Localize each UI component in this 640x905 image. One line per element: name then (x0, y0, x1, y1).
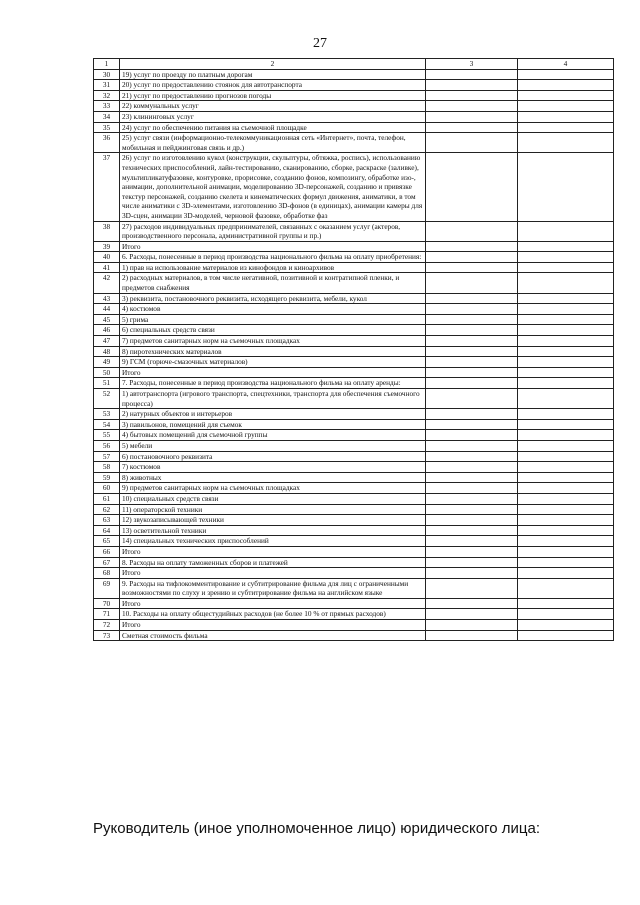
row-description: 6) постановочного реквизита (120, 451, 426, 462)
row-value-col3 (426, 409, 518, 420)
row-description: Итого (120, 598, 426, 609)
row-value-col4 (518, 133, 614, 153)
row-description: 20) услуг по предоставлению стоянок для автотранспорта (120, 80, 426, 91)
row-number: 67 (94, 557, 120, 568)
row-number: 72 (94, 620, 120, 631)
row-value-col4 (518, 419, 614, 430)
row-value-col4 (518, 472, 614, 483)
table-row (94, 620, 614, 631)
table-row (94, 430, 614, 441)
row-description: Итого (120, 367, 426, 378)
row-description: 3) павильонов, помещений для съемок (120, 419, 426, 430)
row-value-col4 (518, 568, 614, 579)
row-number: 30 (94, 69, 120, 80)
row-number: 70 (94, 598, 120, 609)
row-description: 6. Расходы, понесенные в период производства национального фильма на оплату приобретения: (120, 252, 426, 263)
row-value-col4 (518, 389, 614, 409)
row-value-col3 (426, 221, 518, 241)
table-row (94, 325, 614, 336)
table-row (94, 378, 614, 389)
row-value-col3 (426, 80, 518, 91)
table-row (94, 314, 614, 325)
table-row (94, 293, 614, 304)
row-description: 3) реквизита, постановочного реквизита, исходящего реквизита, мебели, кукол (120, 293, 426, 304)
table-row (94, 367, 614, 378)
table-row (94, 304, 614, 315)
row-number: 51 (94, 378, 120, 389)
table-row (94, 122, 614, 133)
table-row (94, 546, 614, 557)
row-value-col3 (426, 630, 518, 641)
row-description: 14) специальных технических приспособлений (120, 536, 426, 547)
row-value-col3 (426, 101, 518, 112)
row-description: 5) мебели (120, 440, 426, 451)
row-number: 34 (94, 111, 120, 122)
row-value-col4 (518, 273, 614, 293)
row-number: 33 (94, 101, 120, 112)
row-description: 7. Расходы, понесенные в период производства национального фильма на оплату аренды: (120, 378, 426, 389)
row-value-col4 (518, 462, 614, 473)
row-description: 2) расходных материалов, в том числе негативной, позитивной и контратипной пленки, и предметов снабжения (120, 273, 426, 293)
table-row (94, 241, 614, 252)
row-number: 31 (94, 80, 120, 91)
column-header-4: 4 (518, 59, 614, 70)
row-value-col4 (518, 451, 614, 462)
table-row (94, 578, 614, 598)
row-value-col3 (426, 122, 518, 133)
budget-table (93, 58, 614, 641)
row-description: 9. Расходы на тифлокомментирование и субтитрирование фильма для лиц с ограниченными возможностями по слуху и зрению и субтитрирование фильма на английском языке (120, 578, 426, 598)
row-description: 6) специальных средств связи (120, 325, 426, 336)
row-number: 32 (94, 90, 120, 101)
row-value-col3 (426, 293, 518, 304)
row-description: 1) автотранспорта (игрового транспорта, спецтехники, транспорта для обеспечения съемочного процесса) (120, 389, 426, 409)
row-number: 42 (94, 273, 120, 293)
row-value-col4 (518, 90, 614, 101)
row-value-col4 (518, 620, 614, 631)
row-value-col3 (426, 389, 518, 409)
row-value-col4 (518, 598, 614, 609)
row-value-col3 (426, 378, 518, 389)
row-description: Итого (120, 568, 426, 579)
row-number: 71 (94, 609, 120, 620)
row-value-col3 (426, 546, 518, 557)
row-value-col4 (518, 409, 614, 420)
row-value-col3 (426, 419, 518, 430)
table-row (94, 536, 614, 547)
row-number: 66 (94, 546, 120, 557)
row-description: 23) клининговых услуг (120, 111, 426, 122)
row-description: 8) пиротехнических материалов (120, 346, 426, 357)
row-description: 24) услуг по обеспечению питания на съемочной площадке (120, 122, 426, 133)
row-value-col3 (426, 367, 518, 378)
row-number: 63 (94, 515, 120, 526)
row-number: 62 (94, 504, 120, 515)
row-description: Сметная стоимость фильма (120, 630, 426, 641)
row-value-col3 (426, 609, 518, 620)
row-value-col4 (518, 515, 614, 526)
row-number: 73 (94, 630, 120, 641)
row-description: 8) животных (120, 472, 426, 483)
row-number: 53 (94, 409, 120, 420)
row-description: Итого (120, 620, 426, 631)
row-value-col4 (518, 357, 614, 368)
row-description: 9) предметов санитарных норм на съемочных площадках (120, 483, 426, 494)
row-value-col4 (518, 557, 614, 568)
row-value-col4 (518, 336, 614, 347)
row-value-col4 (518, 111, 614, 122)
table-row (94, 101, 614, 112)
row-value-col3 (426, 440, 518, 451)
row-value-col3 (426, 525, 518, 536)
row-value-col3 (426, 153, 518, 221)
row-value-col4 (518, 252, 614, 263)
row-value-col3 (426, 314, 518, 325)
table-row (94, 451, 614, 462)
row-value-col4 (518, 378, 614, 389)
row-number: 64 (94, 525, 120, 536)
row-number: 56 (94, 440, 120, 451)
row-number: 57 (94, 451, 120, 462)
row-value-col4 (518, 346, 614, 357)
table-row (94, 525, 614, 536)
row-number: 40 (94, 252, 120, 263)
row-number: 43 (94, 293, 120, 304)
row-value-col4 (518, 440, 614, 451)
table-row (94, 336, 614, 347)
table-row (94, 111, 614, 122)
table-row (94, 80, 614, 91)
table-row (94, 389, 614, 409)
row-value-col4 (518, 578, 614, 598)
table-row (94, 133, 614, 153)
row-number: 65 (94, 536, 120, 547)
row-description: 5) грима (120, 314, 426, 325)
row-value-col4 (518, 609, 614, 620)
table-row (94, 504, 614, 515)
table-row (94, 515, 614, 526)
row-value-col3 (426, 462, 518, 473)
table-row (94, 493, 614, 504)
row-description: Итого (120, 241, 426, 252)
table-row (94, 419, 614, 430)
table-row (94, 252, 614, 263)
row-value-col3 (426, 304, 518, 315)
row-value-col3 (426, 336, 518, 347)
row-number: 50 (94, 367, 120, 378)
row-description: 19) услуг по проезду по платным дорогам (120, 69, 426, 80)
row-value-col3 (426, 483, 518, 494)
row-value-col4 (518, 536, 614, 547)
row-description: 4) бытовых помещений для съемочной группы (120, 430, 426, 441)
row-number: 55 (94, 430, 120, 441)
row-value-col4 (518, 525, 614, 536)
table-row (94, 557, 614, 568)
row-value-col3 (426, 451, 518, 462)
table-row (94, 346, 614, 357)
table-row (94, 630, 614, 641)
row-number: 38 (94, 221, 120, 241)
row-description: 10) специальных средств связи (120, 493, 426, 504)
row-description: 1) прав на использование материалов из кинофондов и киноархивов (120, 262, 426, 273)
row-value-col3 (426, 504, 518, 515)
row-description: 26) услуг по изготовлению кукол (конструкции, скульптуры, обтяжка, роспись), использованию технических приспособлений, лайн-тестированию, сканированию, сборке, раскраске (заливке), мультипликатуфазовке, контуровке, прорисовке, созданию фонов, композингу, обработке изо-, анимации, дополнительной анимации, моделированию 3D-персонажей, созданию и привязке текстур персонажей, созданию скелета и кинематических формул движения, аниматики, в том числе аниматики с 3D-элементами, изготовлению 3D-фонов (в единицах), анимации камеры для 3D-сцен, анимации 3D-моделей, черновой фазовке, обработке фаз (120, 153, 426, 221)
row-value-col4 (518, 122, 614, 133)
row-value-col4 (518, 504, 614, 515)
table-row (94, 483, 614, 494)
row-number: 49 (94, 357, 120, 368)
row-description: 21) услуг по предоставлению прогнозов погоды (120, 90, 426, 101)
row-description: 8. Расходы на оплату таможенных сборов и платежей (120, 557, 426, 568)
page-number: 27 (313, 36, 327, 51)
table-row (94, 462, 614, 473)
row-value-col4 (518, 101, 614, 112)
row-value-col3 (426, 557, 518, 568)
table-row (94, 221, 614, 241)
row-number: 46 (94, 325, 120, 336)
row-value-col3 (426, 536, 518, 547)
row-value-col4 (518, 221, 614, 241)
table-row (94, 357, 614, 368)
row-description: Итого (120, 546, 426, 557)
row-value-col4 (518, 630, 614, 641)
row-number: 37 (94, 153, 120, 221)
row-number: 59 (94, 472, 120, 483)
table-row (94, 153, 614, 221)
column-header-1: 1 (94, 59, 120, 70)
signature-line: Руководитель (иное уполномоченное лицо) юридического лица: (93, 820, 541, 837)
row-number: 45 (94, 314, 120, 325)
row-value-col4 (518, 69, 614, 80)
row-description: 10. Расходы на оплату общестудийных расходов (не более 10 % от прямых расходов) (120, 609, 426, 620)
row-value-col3 (426, 620, 518, 631)
table-row (94, 472, 614, 483)
row-number: 60 (94, 483, 120, 494)
table-row (94, 409, 614, 420)
row-description: 27) расходов индивидуальных предпринимателей, связанных с оказанием услуг (актеров, производственного персонала, административной группы и пр.) (120, 221, 426, 241)
row-number: 69 (94, 578, 120, 598)
row-value-col4 (518, 367, 614, 378)
row-number: 35 (94, 122, 120, 133)
row-value-col3 (426, 273, 518, 293)
row-value-col3 (426, 111, 518, 122)
column-header-2: 2 (120, 59, 426, 70)
table-body (94, 69, 614, 641)
row-number: 52 (94, 389, 120, 409)
row-value-col3 (426, 430, 518, 441)
table-row (94, 90, 614, 101)
table-header (94, 59, 614, 70)
row-value-col4 (518, 325, 614, 336)
row-value-col3 (426, 472, 518, 483)
table-row (94, 598, 614, 609)
row-description: 9) ГСМ (горюче-смазочных материалов) (120, 357, 426, 368)
row-value-col3 (426, 325, 518, 336)
row-number: 54 (94, 419, 120, 430)
column-header-3: 3 (426, 59, 518, 70)
row-value-col3 (426, 262, 518, 273)
row-value-col4 (518, 430, 614, 441)
row-value-col4 (518, 304, 614, 315)
row-number: 48 (94, 346, 120, 357)
row-number: 36 (94, 133, 120, 153)
table-row (94, 262, 614, 273)
row-value-col3 (426, 133, 518, 153)
row-number: 41 (94, 262, 120, 273)
table-row (94, 568, 614, 579)
row-description: 7) костюмов (120, 462, 426, 473)
row-value-col4 (518, 153, 614, 221)
table-row (94, 69, 614, 80)
row-value-col3 (426, 515, 518, 526)
row-value-col3 (426, 241, 518, 252)
row-value-col3 (426, 90, 518, 101)
row-description: 7) предметов санитарных норм на съемочных площадках (120, 336, 426, 347)
row-value-col3 (426, 598, 518, 609)
row-value-col4 (518, 546, 614, 557)
row-value-col4 (518, 293, 614, 304)
row-description: 2) натурных объектов и интерьеров (120, 409, 426, 420)
table-row (94, 273, 614, 293)
table-row (94, 609, 614, 620)
row-number: 68 (94, 568, 120, 579)
row-value-col3 (426, 493, 518, 504)
row-number: 44 (94, 304, 120, 315)
table-row (94, 440, 614, 451)
row-value-col4 (518, 314, 614, 325)
row-description: 13) осветительной техники (120, 525, 426, 536)
row-value-col4 (518, 262, 614, 273)
row-value-col3 (426, 252, 518, 263)
row-description: 11) операторской техники (120, 504, 426, 515)
row-value-col4 (518, 493, 614, 504)
row-number: 58 (94, 462, 120, 473)
row-number: 39 (94, 241, 120, 252)
row-number: 47 (94, 336, 120, 347)
row-value-col3 (426, 69, 518, 80)
row-value-col4 (518, 483, 614, 494)
row-value-col4 (518, 80, 614, 91)
row-description: 4) костюмов (120, 304, 426, 315)
row-value-col3 (426, 578, 518, 598)
row-description: 22) коммунальных услуг (120, 101, 426, 112)
row-value-col3 (426, 568, 518, 579)
row-description: 12) звукозаписывающей техники (120, 515, 426, 526)
row-value-col3 (426, 357, 518, 368)
row-value-col4 (518, 241, 614, 252)
row-description: 25) услуг связи (информационно-телекоммуникационная сеть «Интернет», почта, телефон, мобильная и пейджинговая связь и др.) (120, 133, 426, 153)
row-number: 61 (94, 493, 120, 504)
row-value-col3 (426, 346, 518, 357)
